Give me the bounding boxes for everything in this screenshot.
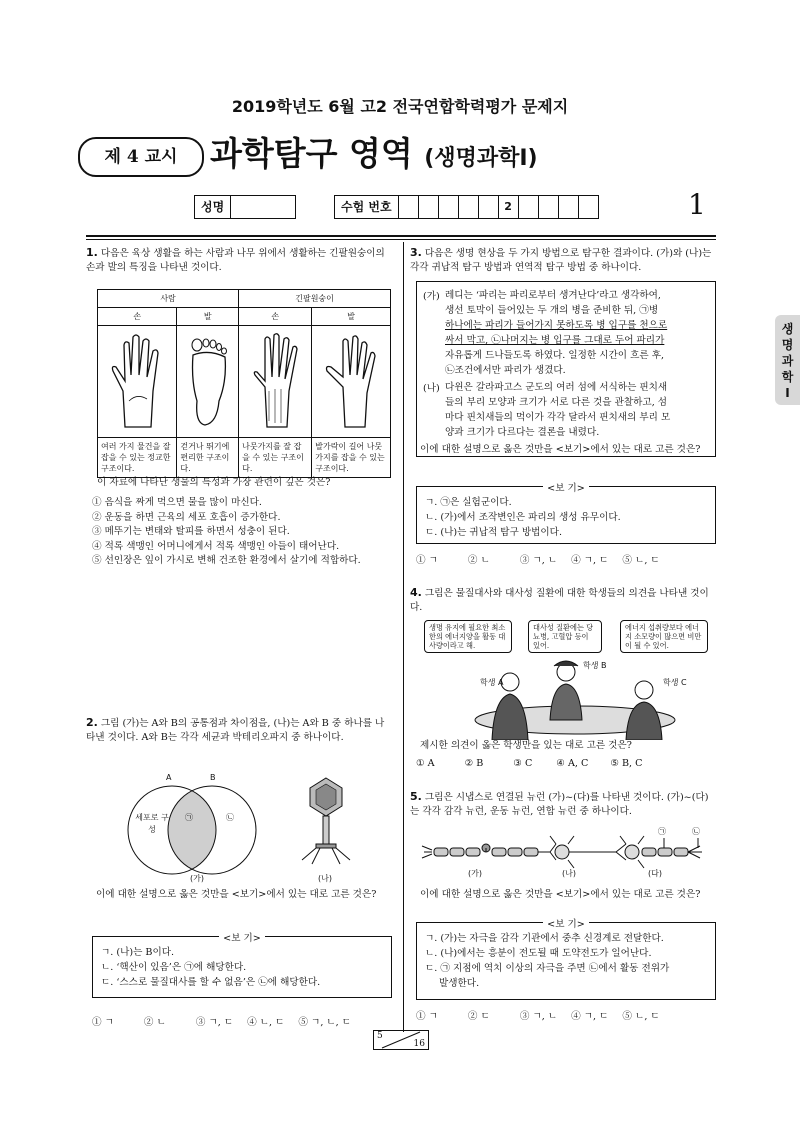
- desc-human-foot: 걷거나 뛰기에 편리한 구조이다.: [177, 438, 239, 478]
- bogi-title: <보 기>: [219, 933, 265, 944]
- venn-mark-1: ㉠: [185, 813, 193, 822]
- venn-label-a: A: [166, 773, 172, 782]
- exam-number-cell: [479, 196, 499, 218]
- col-foot: 발: [312, 308, 391, 326]
- bogi-item: ㄴ. (나)에서는 흥분이 전도될 때 도약전도가 일어난다.: [425, 948, 652, 959]
- exam-number-cell: [559, 196, 579, 218]
- speech-bubble-b: 대사성 질환에는 당뇨병, 고혈압 등이 있어.: [528, 620, 602, 653]
- gibbon-foot-image: [312, 326, 391, 438]
- bogi-title: <보 기>: [543, 483, 589, 494]
- question-1-prompt: 이 자료에 나타난 생물의 특성과 가장 관련이 깊은 것은?: [97, 477, 331, 488]
- part-ga-line: 생선 토막이 들어있는 두 개의 병을 준비한 뒤, ㉠병: [445, 305, 659, 316]
- choice[interactable]: ① ㄱ: [416, 555, 438, 566]
- exam-number-cell: [539, 196, 559, 218]
- question-3-bogi: [416, 483, 716, 544]
- side-tab-char: Ⅰ: [785, 386, 790, 400]
- desc-gibbon-hand: 나뭇가지를 잘 잡을 수 있는 구조이다.: [239, 438, 312, 478]
- student-b-label: 학생 B: [583, 661, 607, 670]
- period-badge: 제 4 교시: [78, 137, 204, 177]
- choice[interactable]: ③ ㄱ, ㄷ: [195, 1017, 234, 1028]
- question-number: 3.: [410, 246, 422, 259]
- question-5-stem: [410, 790, 716, 819]
- bogi-title: <보 기>: [543, 919, 589, 930]
- part-ga-label: (가): [423, 291, 440, 302]
- column-gibbon: 긴팔원숭이: [239, 290, 391, 308]
- part-na-line: 마다 핀치새들의 먹이가 각각 달라서 핀치새의 부리 모: [445, 412, 671, 423]
- bogi-item: ㄱ. (나)는 B이다.: [101, 947, 175, 958]
- choice[interactable]: ② ㄴ: [467, 555, 490, 566]
- question-text: 그림 (가)는 A와 B의 공통점과 차이점을, (나)는 A와 B 중 하나를 나타낸 것이다. A와 B는 각각 세균과 박테리오파지 중 하나이다.: [86, 718, 385, 743]
- part-na-label: (나): [423, 383, 440, 394]
- bacteriophage-icon: [296, 776, 356, 866]
- subject-sub: (생명과학Ⅰ): [424, 146, 538, 171]
- col-foot: 발: [177, 308, 239, 326]
- choice[interactable]: ④ ㄴ, ㄷ: [247, 1017, 285, 1028]
- bogi-item: ㄱ. ㉠은 실험군이다.: [425, 497, 512, 508]
- option[interactable]: ④ 적록 색맹인 어머니에게서 적록 색맹인 아들이 태어난다.: [92, 540, 340, 552]
- human-hand-icon: [107, 331, 167, 431]
- question-text: 다음은 육상 생활을 하는 사람과 나무 위에서 생활하는 긴팔원숭이의 손과 발의 특징을 나타낸 것이다.: [86, 248, 385, 273]
- exam-number-cell: [399, 196, 419, 218]
- choice[interactable]: ④ ㄱ, ㄷ: [571, 1011, 609, 1022]
- choice[interactable]: ⑤ ㄱ, ㄴ, ㄷ: [298, 1017, 352, 1028]
- side-tab-char: 생: [781, 322, 794, 336]
- part-ga-line: 싸서 막고, ㉡나머지는 병 입구를 그대로 두어 파리가: [445, 335, 665, 346]
- bogi-item: ㄷ. ㉠ 지점에 역치 이상의 자극을 주면 ㉡에서 활동 전위가: [425, 963, 670, 974]
- part-ga-line: 하나에는 파리가 들어가지 못하도록 병 입구를 천으로: [445, 320, 668, 331]
- exam-title: 2019학년도 6월 고2 전국연합학력평가 문제지: [231, 97, 569, 116]
- question-5-bogi: [416, 919, 716, 1000]
- question-1-stem: [86, 246, 392, 275]
- hand-foot-table: [97, 289, 391, 478]
- question-4-choices: [416, 758, 656, 769]
- part-na-line: 양과 크기가 다르다는 결론을 내렸다.: [445, 427, 600, 438]
- neuron-label: (다): [648, 869, 662, 878]
- column-human: 사람: [98, 290, 239, 308]
- page-current: 5: [377, 1031, 383, 1041]
- figure-label-ga: (가): [190, 874, 204, 883]
- bogi-item: ㄷ. ‘스스로 물질대사를 할 수 없음’은 ㉡에 해당한다.: [101, 977, 321, 988]
- question-5-prompt: 이에 대한 설명으로 옳은 것만을 <보기>에서 있는 대로 고른 것은?: [420, 889, 701, 900]
- neuron-mark-1: ㉠: [658, 827, 666, 836]
- student-c-label: 학생 C: [663, 678, 687, 687]
- choice[interactable]: ⑤ ㄴ, ㄷ: [622, 1011, 660, 1022]
- choice[interactable]: ③ ㄱ, ㄴ: [519, 1011, 558, 1022]
- speech-bubble-c: 에너지 섭취량보다 에너지 소모량이 많으면 비만이 될 수 있어.: [620, 620, 708, 653]
- choice[interactable]: ③ ㄱ, ㄴ: [519, 555, 558, 566]
- name-box: [194, 195, 296, 219]
- question-number: 1.: [86, 246, 98, 259]
- speech-bubble-a: 생명 유지에 필요한 최소한의 에너지양을 활동 대사량이라고 해.: [424, 620, 512, 653]
- col-hand: 손: [239, 308, 312, 326]
- venn-text: 세포로 구성: [135, 813, 169, 834]
- question-3-box: [416, 281, 716, 457]
- side-tab-char: 과: [781, 354, 794, 368]
- question-2-stem: [86, 716, 392, 745]
- question-3-stem: [410, 246, 716, 275]
- venn-label-b: B: [210, 773, 216, 782]
- exam-number-cell: [419, 196, 439, 218]
- exam-number-label: 수험 번호: [335, 196, 399, 218]
- bogi-item: ㄴ. (가)에서 조작변인은 파리의 생성 유무이다.: [425, 512, 621, 523]
- question-4-stem: [410, 586, 716, 615]
- column-divider: [403, 242, 404, 1032]
- exam-number-cell: [439, 196, 459, 218]
- choice[interactable]: ① ㄱ: [92, 1017, 114, 1028]
- question-number: 2.: [86, 716, 98, 729]
- choice[interactable]: ③ C: [513, 758, 533, 769]
- subject-title: [210, 128, 538, 175]
- gibbon-foot-icon: [321, 331, 381, 431]
- subject-main: 과학탐구 영역: [210, 134, 413, 173]
- part-ga-line: 레디는 ‘파리는 파리로부터 생겨난다’라고 생각하여,: [445, 290, 661, 301]
- desc-human-hand: 여러 가지 물건을 잘 잡을 수 있는 정교한 구조이다.: [98, 438, 177, 478]
- choice[interactable]: ⑤ B, C: [610, 758, 643, 769]
- human-hand-image: [98, 326, 177, 438]
- page-counter: [373, 1030, 429, 1050]
- subject-side-tab: [775, 315, 800, 405]
- question-text: 그림은 물질대사와 대사성 질환에 대한 학생들의 의견을 나타낸 것이다.: [410, 588, 709, 613]
- choice[interactable]: ② B: [464, 758, 484, 769]
- exam-number-cell: [459, 196, 479, 218]
- option[interactable]: ③ 메뚜기는 변태와 탈피를 하면서 성충이 된다.: [92, 526, 290, 538]
- exam-number-box: [334, 195, 599, 219]
- page-total: 16: [413, 1039, 425, 1049]
- bogi-item: ㄱ. (가)는 자극을 감각 기관에서 중추 신경계로 전달한다.: [425, 933, 664, 944]
- option[interactable]: ① 음식을 짜게 먹으면 물을 많이 마신다.: [92, 497, 262, 508]
- neuron-label: (가): [468, 869, 482, 878]
- header-divider: [86, 235, 716, 237]
- side-tab-char: 학: [781, 370, 794, 384]
- students-illustration: [430, 660, 720, 740]
- name-field: [231, 196, 295, 218]
- question-text: 다음은 생명 현상을 두 가지 방법으로 탐구한 결과이다. (가)와 (나)는 각각 귀납적 탐구 방법과 연역적 탐구 방법 중 하나이다.: [410, 248, 712, 273]
- question-number: 4.: [410, 586, 422, 599]
- question-3-choices: [416, 552, 674, 566]
- desc-gibbon-foot: 발가락이 길어 나뭇가지를 잡을 수 있는 구조이다.: [312, 438, 391, 478]
- part-ga-line: 자유롭게 드나들도록 하였다. 일정한 시간이 흐른 후,: [445, 350, 665, 361]
- neuron-label: (나): [562, 869, 576, 878]
- question-2-bogi: [92, 933, 392, 998]
- question-text: 그림은 시냅스로 연결된 뉴런 (가)~(다)를 나타낸 것이다. (가)~(다)는 각각 감각 뉴런, 운동 뉴런, 연합 뉴런 중 하나이다.: [410, 792, 709, 817]
- question-1-options: [92, 496, 394, 569]
- neuron-mark-2: ㉡: [692, 827, 700, 836]
- choice[interactable]: ④ A, C: [556, 758, 589, 769]
- exam-number-cell: [579, 196, 598, 218]
- question-2-choices: [92, 1014, 365, 1028]
- part-na-line: 들의 부리 모양과 크기가 서로 다른 것을 관찰하고, 섬: [445, 397, 668, 408]
- question-4-prompt: 제시한 의견이 옳은 학생만을 있는 대로 고른 것은?: [420, 740, 632, 751]
- option[interactable]: ② 운동을 하면 근육의 세포 호흡이 증가한다.: [92, 511, 281, 523]
- question-number: 5.: [410, 790, 422, 803]
- venn-mark-2: ㉡: [226, 813, 234, 822]
- choice[interactable]: ② ㄴ: [143, 1017, 166, 1028]
- bogi-item: ㄴ. ‘핵산이 있음’은 ㉠에 해당한다.: [101, 962, 247, 973]
- exam-number-cell: [519, 196, 539, 218]
- figure-label-na: (나): [318, 874, 332, 883]
- question-2-prompt: 이에 대한 설명으로 옳은 것만을 <보기>에서 있는 대로 고른 것은?: [96, 889, 377, 900]
- gibbon-hand-image: [239, 326, 312, 438]
- bogi-item: ㄷ. (나)는 귀납적 탐구 방법이다.: [425, 527, 562, 538]
- question-5-choices: [416, 1008, 674, 1022]
- col-hand: 손: [98, 308, 177, 326]
- choice[interactable]: ① ㄱ: [416, 1011, 438, 1022]
- bogi-item: 발생한다.: [439, 978, 480, 989]
- choice[interactable]: ⑤ ㄴ, ㄷ: [622, 555, 660, 566]
- page-number: 1: [688, 188, 706, 221]
- student-a-label: 학생 A: [480, 678, 504, 687]
- choice[interactable]: ② ㄷ: [467, 1011, 490, 1022]
- human-foot-image: [177, 326, 239, 438]
- part-ga-line: ㉡조건에서만 파리가 생겼다.: [445, 365, 566, 376]
- choice[interactable]: ④ ㄱ, ㄷ: [571, 555, 609, 566]
- side-tab-char: 명: [781, 338, 794, 352]
- human-foot-icon: [183, 331, 233, 431]
- exam-number-cell: 2: [499, 196, 519, 218]
- gibbon-hand-icon: [245, 331, 305, 431]
- header-divider-thin: [86, 239, 716, 240]
- question-3-prompt: 이에 대한 설명으로 옳은 것만을 <보기>에서 있는 대로 고른 것은?: [420, 444, 701, 455]
- option[interactable]: ⑤ 선인장은 잎이 가시로 변해 건조한 환경에서 살기에 적합하다.: [92, 555, 361, 567]
- part-na-line: 다윈은 갈라파고스 군도의 여러 섬에 서식하는 핀치새: [445, 382, 668, 393]
- name-label: 성명: [195, 196, 231, 218]
- choice[interactable]: ① A: [416, 758, 435, 769]
